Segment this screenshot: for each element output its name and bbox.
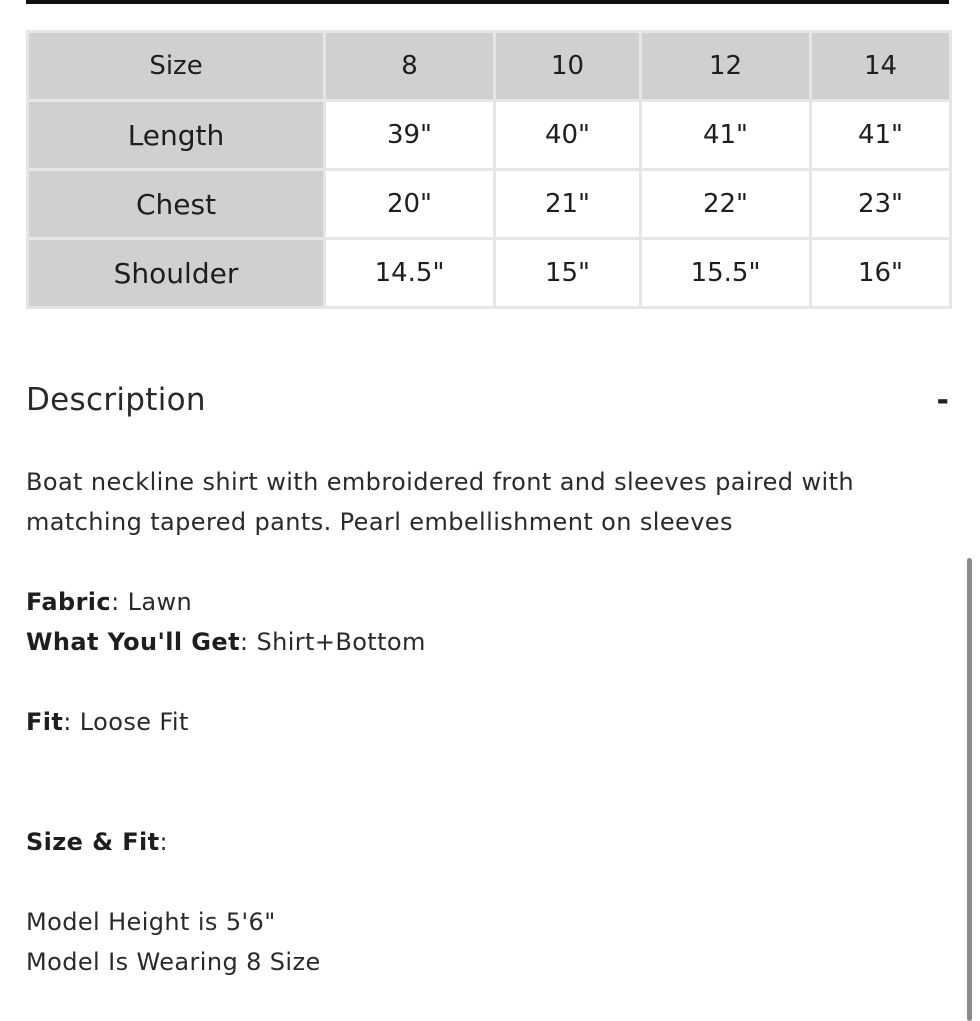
table-cell: 20" [325,170,495,239]
fabric-line [26,582,886,622]
size-header-8: 8 [325,32,495,101]
description-summary: Boat neckline shirt with embroidered front and sleeves paired with matching tapered pants. Pearl embellishment on sleeves [26,468,854,536]
table-cell: 22" [641,170,811,239]
table-cell: 14.5" [325,239,495,308]
size-chart-row-shoulder [28,239,951,308]
size-chart-header-row [28,32,951,101]
table-cell: 15.5" [641,239,811,308]
size-header-10: 10 [495,32,641,101]
size-fit-line [26,822,886,862]
model-height: Model Height is 5'6" [26,908,276,936]
size-header-14: 14 [811,32,951,101]
size-fit-label: Size & Fit [26,828,160,856]
model-wearing-size: Model Is Wearing 8 Size [26,948,321,976]
table-cell: 39" [325,101,495,170]
fit-value: : Loose Fit [63,708,189,736]
included-items-line [26,622,886,662]
description-title: Description [26,382,206,418]
description-accordion-header[interactable] [26,382,949,432]
top-divider [26,0,949,4]
row-label-shoulder: Shoulder [28,239,325,308]
size-header-label: Size [28,32,325,101]
fit-label: Fit [26,708,64,736]
table-cell: 40" [495,101,641,170]
row-label-length: Length [28,101,325,170]
table-cell: 16" [811,239,951,308]
scrollbar-thumb[interactable] [967,558,972,1021]
fabric-label: Fabric [26,588,112,616]
size-chart-row-chest [28,170,951,239]
included-items-label: What You'll Get [26,628,240,656]
table-cell: 41" [641,101,811,170]
collapse-toggle-icon[interactable]: - [936,383,949,418]
fit-line [26,702,886,742]
table-cell: 23" [811,170,951,239]
fabric-value: : Lawn [111,588,193,616]
description-body [26,462,886,982]
table-cell: 15" [495,239,641,308]
table-cell: 41" [811,101,951,170]
table-cell: 21" [495,170,641,239]
size-fit-colon: : [159,828,168,856]
size-chart-row-length [28,101,951,170]
included-items-value: : Shirt+Bottom [239,628,426,656]
size-chart-table [26,30,952,309]
size-header-12: 12 [641,32,811,101]
row-label-chest: Chest [28,170,325,239]
